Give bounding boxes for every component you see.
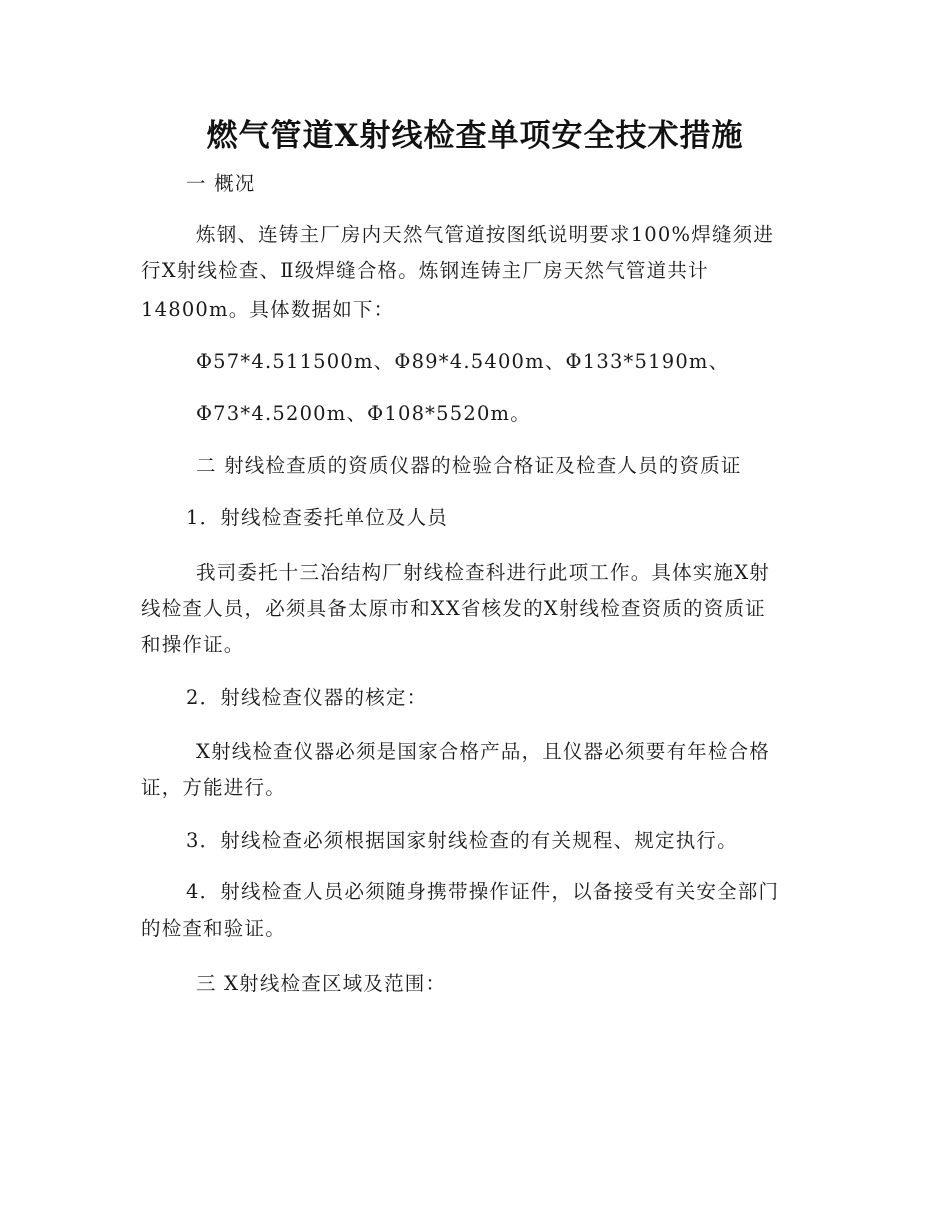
item-1-paragraph-line-1: 我司委托十三冶结构厂射线检查科进行此项工作。具体实施X射	[196, 561, 770, 584]
item-2-heading: 2．射线检查仪器的核定：	[186, 686, 428, 709]
item-2-paragraph-line-2: 证，方能进行。	[141, 776, 286, 799]
overview-paragraph-line-1: 炼钢、连铸主厂房内天然气管道按图纸说明要求100%焊缝须进	[196, 223, 775, 246]
item-2-paragraph-line-1: X射线检查仪器必须是国家合格产品，且仪器必须要有年检合格	[196, 740, 770, 763]
item-4-paragraph-line-2: 的检查和验证。	[141, 917, 286, 940]
pipe-spec-line-2: Φ73*4.5200m、Φ108*5520m。	[196, 402, 531, 425]
document-title: 燃气管道X射线检查单项安全技术措施	[206, 118, 744, 154]
item-1-heading: 1．射线检查委托单位及人员	[186, 506, 449, 529]
overview-paragraph-line-3: 14800m。具体数据如下：	[141, 298, 395, 321]
item-3-text: 3．射线检查必须根据国家射线检查的有关规程、规定执行。	[186, 829, 738, 852]
section-heading-inspection-area: 三 X射线检查区域及范围：	[196, 972, 447, 995]
overview-paragraph-line-2: 行X射线检查、Ⅱ级焊缝合格。炼钢连铸主厂房天然气管道共计	[141, 259, 709, 282]
item-1-paragraph-line-3: 和操作证。	[141, 633, 245, 656]
pipe-spec-line-1: Φ57*4.511500m、Φ89*4.5400m、Φ133*5190m、	[196, 350, 730, 373]
section-heading-overview: 一 概况	[186, 172, 256, 195]
item-4-paragraph-line-1: 4．射线检查人员必须随身携带操作证件，以备接受有关安全部门	[186, 880, 780, 903]
section-heading-qualifications: 二 射线检查质的资质仪器的检验合格证及检查人员的资质证	[196, 454, 742, 477]
item-1-paragraph-line-2: 线检查人员，必须具备太原市和XX省核发的X射线检查资质的资质证	[141, 597, 766, 620]
